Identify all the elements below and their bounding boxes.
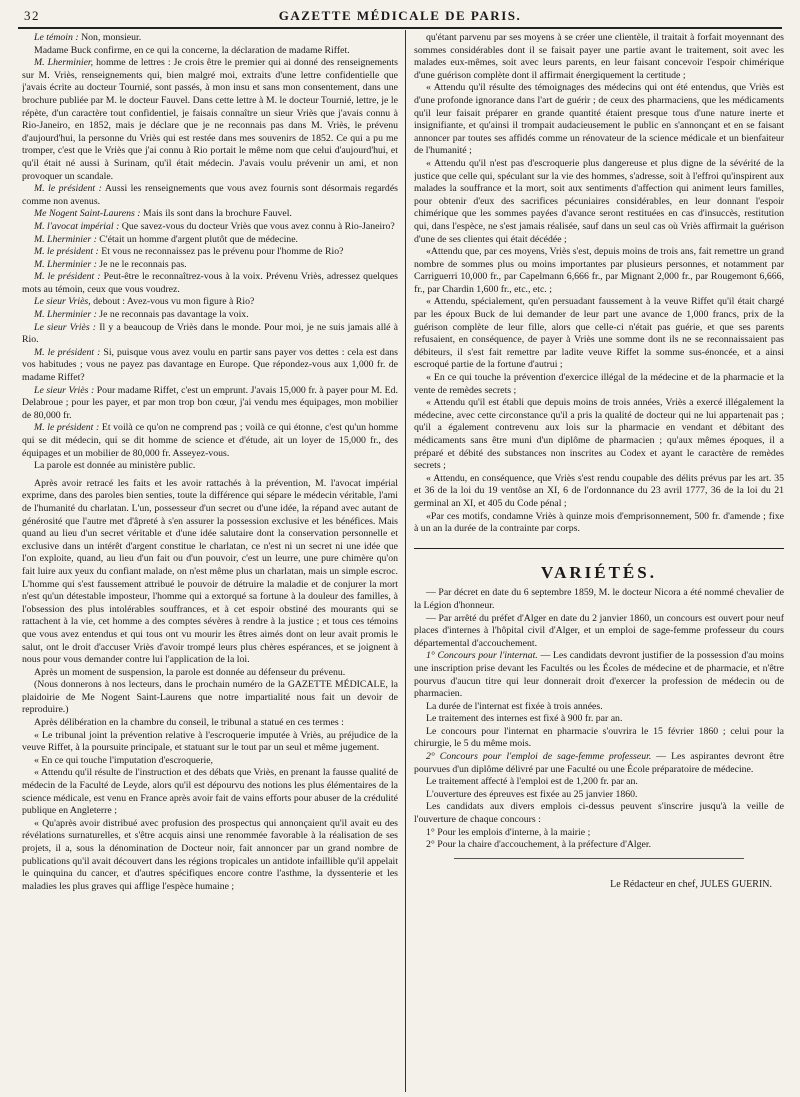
paragraph-text: « Attendu, en conséquence, que Vriès s'est rendu coupable des délits prévus par les art. 35 et 36 de la loi du 19 ventôse an XI, 6 de l'ordonnance du 23 avril 1777, 36 de la loi du 21 germinal an XI, et 405 du Code pénal ;: [414, 472, 784, 509]
paragraph-text: Il y a beaucoup de Vriès dans le monde. Pour moi, je ne suis jamais allé à Rio.: [22, 321, 398, 346]
paragraph-text: Le traitement affecté à l'emploi est de 1,200 fr. par an.: [426, 776, 638, 788]
editor-signature: Le Rédacteur en chef, JULES GUERIN.: [610, 878, 772, 890]
paragraph: [414, 246, 784, 296]
paragraph: [22, 296, 398, 309]
paragraph: [414, 158, 784, 246]
paragraph-text: Aussi les renseignements que vous avez fournis sont désormais regardés comme non avenus.: [22, 183, 398, 207]
paragraph-text: — Les candidats devront justifier de la possession d'au moins une inscription prise devant les Facultés ou les Écoles de médecine et de pharmacie, et n'être pourvus d'aucun titre qui leur donnerait droit d'exercer la profession de médecin ou de pharmacien.: [414, 650, 784, 700]
paragraph-text: qu'étant parvenu par ses moyens à se créer une clientèle, il traitait à forfait moyennant des sommes considérables dont il se faisait payer une partie avant le traitement, soit avec les malades eux-mêmes, soit avec leurs parents, en leur faisant concevoir l'espoir chimérique d'une guérison complète dont il affirmait énergiquement la certitude ;: [414, 32, 784, 81]
paragraph-text: Mais ils sont dans la brochure Fauvel.: [140, 208, 292, 220]
speaker-label: M. le président :: [34, 246, 99, 258]
paragraph-text: La parole est donnée au ministère public.: [34, 460, 196, 472]
paragraph-text: « Attendu qu'il résulte de l'instruction et des débats que Vriès, en prenant la fausse qualité de médecin de la Faculté de Leyde, alors qu'il est dépourvu des notions les plus élémentaires de la science médicale, est venu en France après avoir fait de vains efforts pour abuser de la crédulité publique en Angleterre ;: [22, 767, 398, 817]
speaker-label: M. le président :: [34, 271, 101, 283]
paragraph: [414, 701, 784, 714]
paragraph: [22, 183, 398, 208]
paragraph: [22, 460, 398, 473]
paragraph: [22, 755, 398, 768]
paragraph-text: Après un moment de suspension, la parole est donnée au défenseur du prévenu.: [34, 666, 346, 678]
paragraph-text: L'ouverture des épreuves est fixée au 25 janvier 1860.: [426, 788, 638, 800]
paragraph-text: Pour madame Riffet, c'est un emprunt. J'avais 15,000 fr. à payer pour M. Ed. Delabroue ; pour les payer, et par mon trop bon cœur, j'ai vendu mes équipages, mon mobilier de 80,000 fr.: [22, 384, 398, 421]
paragraph-text: 1° Pour les emplois d'interne, à la mairie ;: [426, 826, 591, 838]
page-number: 32: [24, 8, 40, 23]
paragraph: [22, 208, 398, 221]
speaker-label: M. Lherminier :: [34, 309, 97, 321]
speaker-label: Me Nogent Saint-Laurens :: [34, 208, 141, 220]
paragraph-text: homme de lettres : Je crois être le premier qui ai donné des renseignements sur M. Vriès, renseignements qui, bien malgré moi, extraits d'une lettre confidentielle que j'avais écrite au docteur Tournié, sont passés, à mon insu et sans mon consentement, dans une brochure publiée par M. le docteur Fauvel. Dans cette lettre à M. le docteur Tournié, lettre, je le répète, d'un caractère tout confidentiel, je faisais connaître un sieur Vriès que j'avais connu à Rio-Janeiro, en 1852, mais je déclare que je ne reconnais pas dans M. Vriès, le prévenu d'aujourd'hui, la personne du Vriès qui est restée dans mes souvenirs de 1852. Ce qui a pu me tromper, c'est que le Vriès que j'ai connu à Rio portait le même nom que celui d'aujourd'hui, et qu'il était né aussi à Surinam, qu'il était médecin. J'avais voulu prévenir un ami, et non provoquer un scandale.: [22, 57, 398, 182]
paragraph-text: La durée de l'internat est fixée à trois années.: [426, 700, 603, 712]
speaker-label: Le sieur Vriès :: [34, 321, 97, 333]
paragraph-text: 2° Pour la chaire d'accouchement, à la préfecture d'Alger.: [426, 839, 652, 851]
paragraph: [22, 767, 398, 817]
paragraph: [22, 478, 398, 667]
paragraph-text: Et vous ne reconnaissez pas le prévenu pour l'homme de Rio?: [98, 246, 344, 258]
paragraph: [414, 713, 784, 726]
paragraph: [414, 511, 784, 536]
paragraph: [22, 45, 398, 58]
header-rule: [18, 27, 782, 29]
paragraph-text: Après avoir retracé les faits et les avoir rattachés à la prévention, M. l'avocat impérial exprime, dans des paroles bien senties, toute la différence qui sépare le médecin véritable, l'ami de l'humanité du charlatan. L'un, possesseur d'un secret ou d'une idée, la répand avec autant de générosité que l'autre met d'âpreté à s'en assurer la possession exclusive et les bénéfices. Mais quand au lieu d'un secret véritable et d'une idée salutaire dont la conservation personnelle et exclusive dans un intérêt d'argent constitue le charlatan, ce n'est ni un secret ni une idée que l'on exploite, quand, au lieu d'un fait ou d'un pouvoir, c'est un leurre, une pure chimère qu'on fait luire aux yeux du confiant malade, on n'est même plus un charlatan, mais un simple escroc. L'homme qui s'est faussement attribué le pouvoir de détruire la maladie et de conjurer la mort n'est qu'un détestable imposteur, l'homme qui a extorqué sa fortune à la douleur des familles, à l'obsession des plus intolérables souffrances, et à cet espoir obstiné des mourants qui se rattachent à la vie, cet homme a des comptes sévères à rendre à la justice ; et tous ces témoins que vous avez entendus et qui tous ont vu mourir les êtres aimés dont on leur avait promis le salut, ont le droit d'accuser Vriès d'avoir trompé leurs plus chères espérances, et se joignent à nous pour vous demander contre lui l'application de la loi.: [22, 477, 398, 666]
section-rule: [414, 548, 784, 549]
paragraph: [22, 730, 398, 755]
paragraph-text: « Attendu qu'il est établi que depuis moins de trois années, Vriès a exercé illégalement la médecine, avec cette circonstance qu'il a pris la qualité de docteur qui ne lui appartenait pas ; qu'il a également contrevenu aux lois sur la pharmacie en vendant et débitant des médicaments sans être muni d'un diplôme de pharmacien ; qu'aux mêmes époques, il a préparé et débité des substances non inscrites au Codex et ayant le caractère de remèdes secrets ;: [414, 397, 784, 472]
paragraph: [22, 717, 398, 730]
paragraph-text: «Par ces motifs, condamne Vriès à quinze mois d'emprisonnement, 500 fr. d'amende ; fixe à un an la durée de la contrainte par corps.: [414, 510, 784, 535]
paragraph: [414, 82, 784, 158]
paragraph-text: — Par décret en date du 6 septembre 1859, M. le docteur Nicora a été nommé chevalier de la Légion d'honneur.: [414, 587, 784, 611]
speaker-label: M. le président :: [34, 183, 102, 195]
paragraph-text: C'était un homme d'argent plutôt que de médecine.: [96, 233, 298, 245]
paragraph-text: Le traitement des internes est fixé à 900 fr. par an.: [426, 713, 623, 725]
signature-rule: [454, 858, 744, 859]
speaker-label: M. le président :: [34, 346, 101, 358]
paragraph: [414, 751, 784, 776]
paragraph-text: «Attendu que, par ces moyens, Vriès s'est, depuis moins de trois ans, fait remettre un grand nombre de sommes plus ou moins importantes par plusieurs personnes, et notamment par Carriguerri 10,000 fr., par Capelmann 6,666 fr., par Mignant 2,000 fr., par Rougemont 6,666, fr., par Chardin 1,600 fr., etc., etc. ;: [414, 246, 784, 295]
column-divider: [405, 30, 406, 1092]
paragraph-text: Après délibération en la chambre du conseil, le tribunal a statué en ces termes :: [34, 717, 344, 729]
paragraph: [22, 234, 398, 247]
varietes-heading: VARIÉTÉS.: [541, 562, 657, 582]
right-column: [414, 32, 784, 1092]
paragraph: [414, 473, 784, 511]
paragraph-text: Je ne le reconnais pas.: [96, 258, 187, 270]
page-header: [18, 8, 782, 26]
paragraph-text: « Le tribunal joint la prévention relative à l'escroquerie imputée à Vriès, au préjudice de la veuve Riffet, à la poursuite principale, et statuant sur le tout par un seul et même jugement.: [22, 729, 398, 754]
paragraph: [22, 271, 398, 296]
paragraph-text: — Par arrêté du préfet d'Alger en date du 2 janvier 1860, un concours est ouvert pour neuf places d'internes à l'hôpital civil d'Alger, et un emploi de sage-femme professeur du cours départemental d'accouchement.: [414, 612, 784, 649]
paragraph-text: Que savez-vous du docteur Vriès que vous avez connu à Rio-Janeiro?: [119, 220, 395, 232]
paragraph: [22, 322, 398, 347]
paragraph: [22, 259, 398, 272]
judgment-continuation: [414, 32, 784, 536]
paragraph: [22, 309, 398, 322]
paragraph: [22, 679, 398, 717]
left-column: [22, 32, 398, 1092]
paragraph: [22, 818, 398, 894]
paragraph-text: — Les aspirantes devront être pourvues d'un diplôme délivré par une Faculté ou une École préparatoire de médecine.: [414, 751, 784, 775]
paragraph: [414, 776, 784, 789]
paragraph: [414, 372, 784, 397]
paragraph: [414, 801, 784, 826]
paragraph-text: « Qu'après avoir distribué avec profusion des prospectus qui annonçaient qu'il avait eu des révélations surnaturelles, et s'être acquis ainsi une renommée favorable à la réalisation de ses projets, il a, sous la dénomination de Docteur noir, fait annoncer par un grand nombre de publications qu'il avait découvert dans les régions tropicales un antidote infaillible qu'il appelait le quinquina du cancer, et d'autres spécifiques encore contre l'asthme, la dyssenterie et les maladies les plus graves qui afflige l'espèce humaine ;: [22, 817, 398, 892]
paragraph: [22, 422, 398, 460]
paragraph: [414, 726, 784, 751]
paragraph-text: (Nous donnerons à nos lecteurs, dans le prochain numéro de la GAZETTE MÉDICALE, la plaidoirie de Me Nogent Saint-Laurens que notre impartialité nous fait un devoir de reproduire.): [22, 679, 398, 716]
paragraph-text: Le concours pour l'internat en pharmacie s'ouvrira le 15 février 1860 ; celui pour la chirurgie, le 5 du même mois.: [414, 725, 784, 750]
paragraph-text: debout : Avez-vous vu mon figure à Rio?: [90, 296, 255, 308]
paragraph: [414, 827, 784, 840]
varietes-section: [414, 587, 784, 851]
paragraph: [22, 221, 398, 234]
paragraph: [414, 839, 784, 852]
paragraph-text: « En ce qui touche l'imputation d'escroquerie,: [34, 754, 214, 766]
speaker-label: 2° Concours pour l'emploi de sage-femme professeur.: [426, 751, 652, 763]
paragraph: [22, 57, 398, 183]
paragraph-text: Si, puisque vous avez voulu en partir sans payer vos dettes : cela est dans vos habitudes ; vous ne payez pas davantage en Europe. Que répondez-vous aux 1,000 fr. de madame Riffet?: [22, 346, 398, 384]
paragraph: [22, 32, 398, 45]
speaker-label: Le sieur Vriès,: [34, 296, 91, 308]
paragraph: [414, 296, 784, 372]
paragraph-text: « Attendu qu'il n'est pas d'escroquerie plus dangereuse et plus digne de la sévérité de la justice que celle qui, spéculant sur la vie des hommes, s'adresse, soit à l'effroi qu'inspirent aux malades la souffrance et la mort, soit aux sentiments d'affection qui animent leurs familles, pour obtenir d'eux des sacrifices pécuniaires considérables, en leur donnant l'espoir chimérique que les sommes payées d'avance seront restituées en cas d'insuccès, restitution qui, dans l'espèce, ne s'est jamais réalisée, sauf dans un seul cas où Vriès affirmait la guérison d'une de ses clientes qui était décédée ;: [414, 157, 784, 245]
speaker-label: M. Lherminier,: [34, 57, 94, 69]
paragraph: [414, 32, 784, 82]
speaker-label: Le témoin :: [34, 32, 79, 43]
paragraph: [414, 397, 784, 473]
paragraph: [414, 789, 784, 802]
speaker-label: Le sieur Vriès :: [34, 384, 95, 396]
paragraph-text: Non, monsieur.: [78, 32, 142, 43]
speaker-label: M. Lherminier :: [34, 233, 97, 245]
paragraph-text: « En ce qui touche la prévention d'exercice illégal de la médecine et de la pharmacie et la vente de remèdes secrets ;: [414, 372, 784, 396]
paragraph: [22, 347, 398, 385]
speaker-label: 1° Concours pour l'internat.: [426, 650, 538, 662]
paragraph-text: Et voilà ce qu'on ne comprend pas ; voilà ce qui étonne, c'est qu'un homme qui se dit médecin, qui se dit homme de science et d'étude, ait un loyer de 15,000 fr., des équipages et un mobilier de 80,000 fr. Asseyez-vous.: [22, 422, 398, 459]
speaker-label: M. Lherminier :: [34, 258, 97, 270]
paragraph-text: Madame Buck confirme, en ce qui la concerne, la déclaration de madame Riffet.: [34, 44, 350, 56]
paragraph-text: Je ne reconnais pas davantage la voix.: [96, 309, 249, 321]
journal-title: GAZETTE MÉDICALE DE PARIS.: [278, 8, 522, 23]
paragraph-text: Peut-être le reconnaîtrez-vous à la voix. Prévenu Vriès, adressez quelques mots au témoin, ceux que vous voudrez.: [22, 271, 398, 295]
paragraph-text: « Attendu, spécialement, qu'en persuadant faussement à la veuve Riffet qu'il était chargé par les époux Buck de lui demander de leur part une avance de 1,000 francs, prix de la guérison complète de leur fille, alors que celle-ci n'était pas guérie, et que ses parents refusaient, en conséquence, de payer à Vriès une somme dont ils ne se reconnaissaient pas débiteurs, il s'est fait remettre par ladite veuve Riffet la somme sus-énoncée, et a ainsi escroqué partie de la fortune d'autrui ;: [414, 296, 784, 371]
paragraph-text: Les candidats aux divers emplois ci-dessus peuvent s'inscrire jusqu'à la veille de l'ouverture de chaque concours :: [414, 801, 784, 826]
paragraph: [22, 667, 398, 680]
speaker-label: M. le président :: [34, 422, 100, 434]
paragraph: [414, 650, 784, 700]
paragraph: [22, 385, 398, 423]
paragraph: [22, 246, 398, 259]
paragraph-text: « Attendu qu'il résulte des témoignages des médecins qui ont été entendus, que Vriès est d'une profonde ignorance dans l'art de guérir ; de ceux des pharmaciens, que les médicaments qu'il leur faisait préparer en grande quantité étaient presque tous d'une nature inerte et insignifiante, et qu'ainsi il trompait audacieusement le public en s'annonçant et en se faisant annoncer par toutes ses affidés comme un rénovateur de la science médicale et un bienfaiteur de l'humanité ;: [414, 82, 784, 157]
paragraph: [414, 587, 784, 612]
speaker-label: M. l'avocat impérial :: [34, 220, 120, 232]
paragraph: [414, 613, 784, 651]
